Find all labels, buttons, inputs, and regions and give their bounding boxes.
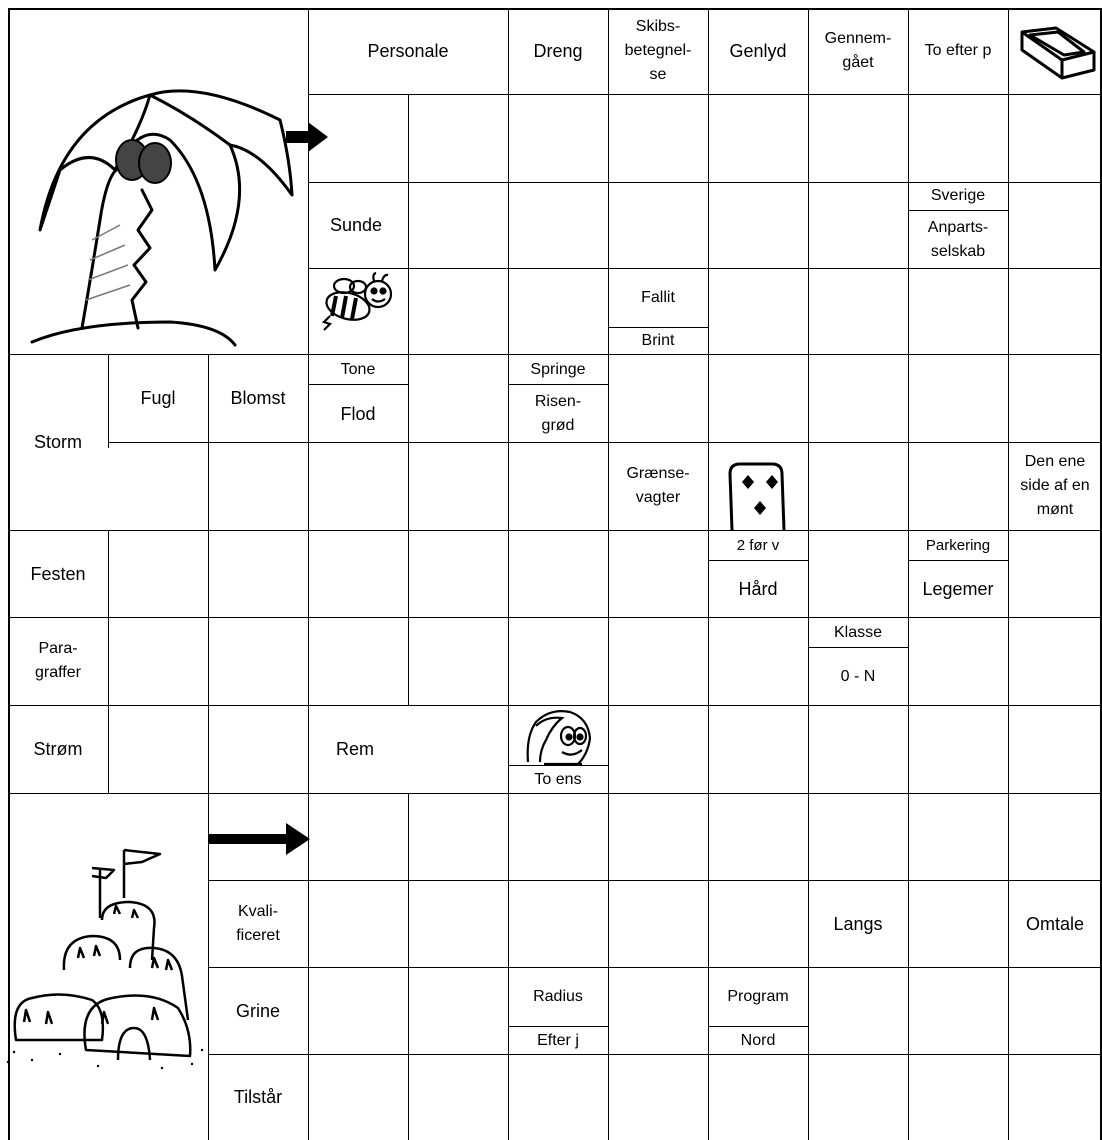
clue-text: 0 - N <box>840 667 876 685</box>
clue-text: Para- <box>38 640 78 657</box>
clue-haard <box>708 561 808 617</box>
clue-text: Efter j <box>537 1031 579 1049</box>
clue-dreng <box>508 8 608 94</box>
clue-text: Grine <box>235 1000 280 1021</box>
palm-tree-icon <box>20 60 300 350</box>
clue-text: To ens <box>534 770 582 788</box>
clue-legemer <box>908 561 1008 617</box>
grid-line <box>308 94 1102 95</box>
clue-omtale <box>1008 880 1102 967</box>
clue-risengrod <box>508 385 608 442</box>
clue-text: Fugl <box>140 388 176 408</box>
clue-text: selskab <box>930 242 986 260</box>
clue-text: mønt <box>1036 501 1074 518</box>
clue-fallit <box>608 268 708 327</box>
clue-festen <box>8 530 108 617</box>
clue-text: Sunde <box>330 215 383 235</box>
clue-text: Rem <box>336 739 375 759</box>
sandcastle-icon <box>2 840 214 1072</box>
clue-efter-j <box>508 1027 608 1054</box>
grid-line <box>208 1054 1102 1055</box>
grid-line <box>608 8 609 1140</box>
clue-text: Klasse <box>833 623 883 641</box>
clue-genlyd <box>708 8 808 94</box>
clue-tone <box>308 355 408 384</box>
clue-klasse <box>808 618 908 647</box>
grid-line <box>8 617 1102 618</box>
clue-text: Fallit <box>641 288 675 306</box>
clue-text: Grænse- <box>626 465 690 482</box>
clue-sunde <box>308 182 408 268</box>
clue-text: betegnel- <box>624 42 692 59</box>
clue-text: Nord <box>740 1031 776 1049</box>
clue-text: vagter <box>635 489 681 506</box>
clue-text: Radius <box>533 987 583 1005</box>
clue-flod <box>308 385 408 442</box>
clue-text: To efter p <box>924 42 992 59</box>
clue-parkering <box>908 531 1008 560</box>
clue-text: Blomst <box>230 388 286 408</box>
clue-langs <box>808 880 908 967</box>
clue-to-ens <box>508 766 608 793</box>
clue-text: Tilstår <box>233 1087 283 1107</box>
clue-storm <box>8 354 108 530</box>
grid-line <box>108 530 109 793</box>
clue-sverige <box>908 182 1008 210</box>
clue-text: Risen- <box>534 392 582 410</box>
clue-brint <box>608 328 708 354</box>
clue-text: Omtale <box>1025 913 1085 934</box>
clue-text: Tone <box>340 360 376 378</box>
clue-text: Genlyd <box>729 41 787 61</box>
clue-program <box>708 967 808 1026</box>
clue-text: Den ene <box>1024 453 1086 470</box>
grid-line <box>1008 8 1009 1140</box>
clue-text: Langs <box>833 913 883 934</box>
clue-text: Skibs- <box>635 18 681 35</box>
clue-skibsbetegnelse <box>608 8 708 94</box>
clue-anpartsselskab <box>908 211 1008 268</box>
clue-strom <box>8 705 108 793</box>
clue-text: side af en <box>1020 477 1090 494</box>
clue-text: Flod <box>340 403 376 424</box>
clue-text: 2 før v <box>736 536 780 554</box>
clue-springe <box>508 355 608 384</box>
clue-kvalificeret <box>208 880 308 967</box>
bee-icon <box>318 272 398 332</box>
grid-line <box>108 442 1102 443</box>
clue-rem <box>308 705 408 793</box>
arrow-right-icon <box>208 823 312 855</box>
clue-2-foer-v <box>708 531 808 560</box>
clue-grine <box>208 967 308 1054</box>
playing-card-icon <box>726 460 788 532</box>
clue-den-ene-side <box>1008 442 1102 530</box>
clue-radius <box>508 967 608 1026</box>
clue-text: Festen <box>30 563 86 584</box>
grid-line <box>408 793 409 1140</box>
clue-text: Sverige <box>930 187 986 204</box>
clue-tilstaar <box>208 1054 308 1140</box>
grid-line <box>408 94 409 705</box>
girl-face-icon <box>522 706 594 766</box>
clue-text: Legemer <box>922 579 994 599</box>
box-icon <box>1018 22 1098 84</box>
grid-line <box>808 8 809 1140</box>
clue-text: Brint <box>641 332 675 349</box>
clue-text: Kvali- <box>237 902 278 920</box>
clue-graensevagter <box>608 442 708 530</box>
clue-text: Hård <box>738 579 778 599</box>
clue-fugl <box>108 354 208 442</box>
clue-text: Anparts- <box>927 218 989 236</box>
clue-text: Strøm <box>33 739 83 759</box>
clue-text: ficeret <box>236 926 280 944</box>
grid-line <box>208 967 1102 968</box>
grid-line <box>208 880 1102 881</box>
clue-text: grød <box>541 416 575 434</box>
clue-text: se <box>649 66 667 83</box>
arrow-right-icon <box>286 122 330 152</box>
clue-text: Gennem- <box>824 30 892 47</box>
clue-text: Springe <box>530 360 586 378</box>
clue-text: Program <box>727 987 789 1005</box>
clue-personale <box>308 8 508 94</box>
clue-nord <box>708 1027 808 1054</box>
clue-paragraffer <box>8 617 108 705</box>
clue-text: Dreng <box>533 41 583 61</box>
clue-to-efter-p <box>908 8 1008 94</box>
clue-0-n <box>808 648 908 705</box>
clue-text: gået <box>842 54 874 71</box>
clue-text: Parkering <box>925 536 991 554</box>
clue-text: Personale <box>367 41 449 61</box>
clue-gennemgaaet <box>808 8 908 94</box>
clue-text: Storm <box>33 432 82 452</box>
clue-text: graffer <box>35 664 81 681</box>
grid-line <box>8 793 1102 794</box>
clue-blomst <box>208 354 308 442</box>
